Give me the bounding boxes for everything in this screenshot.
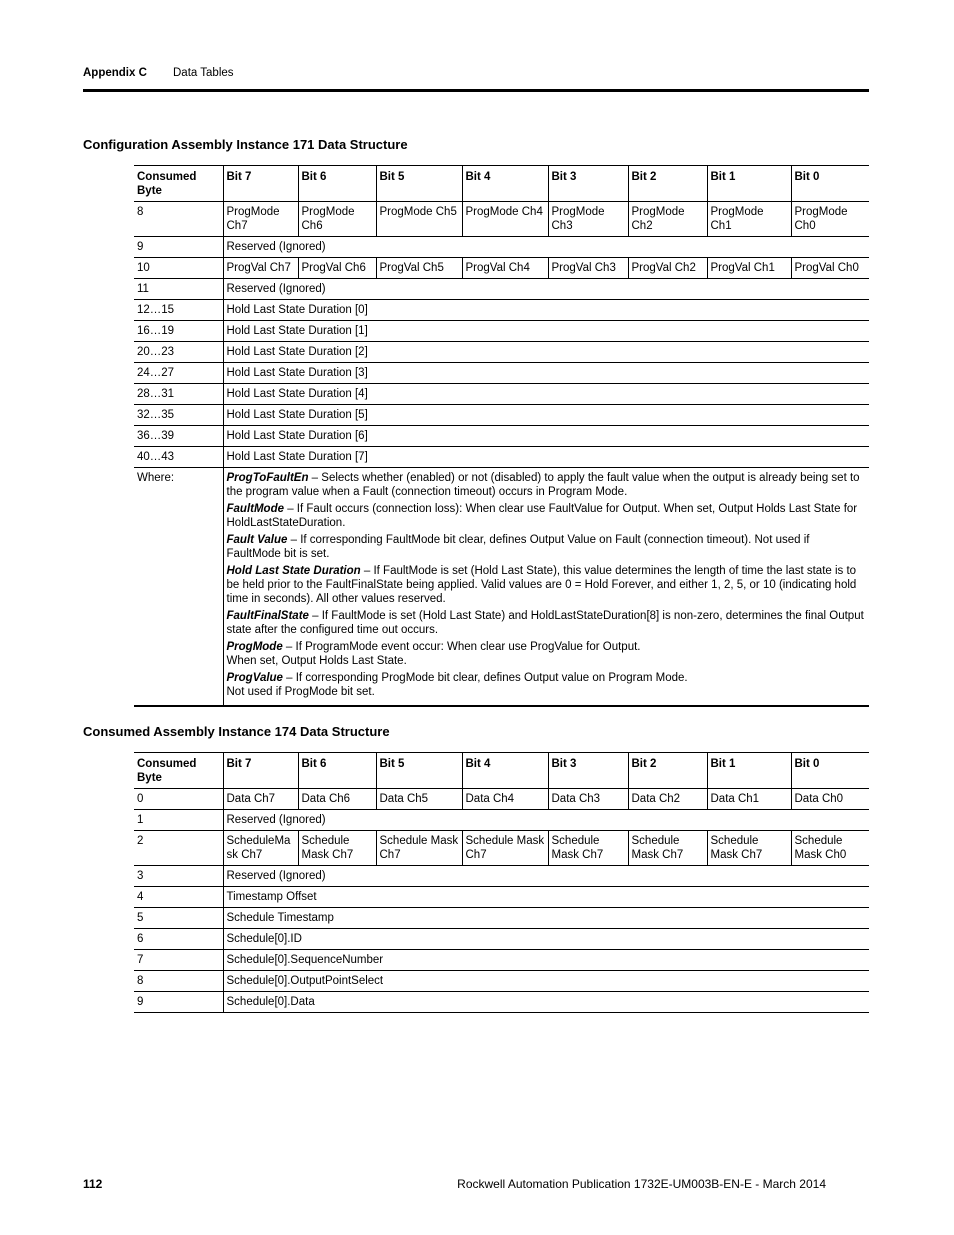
definition-term: ProgToFaultEn — [226, 472, 309, 484]
header-bit-5: Bit 5 — [376, 753, 462, 789]
bit-cell: ProgMode Ch2 — [628, 202, 707, 237]
table-row — [134, 384, 869, 405]
header-bit-1: Bit 1 — [707, 753, 791, 789]
table-row — [134, 202, 869, 237]
bit-cell: ProgMode Ch1 — [707, 202, 791, 237]
bit-cell: Schedule Mask Ch7 — [707, 831, 791, 866]
header-bit-5: Bit 5 — [376, 166, 462, 202]
bit-cell: ProgMode Ch0 — [791, 202, 869, 237]
field-cell: Hold Last State Duration [3] — [223, 363, 869, 384]
header-rule — [83, 89, 869, 92]
bit-cell: ProgVal Ch3 — [548, 258, 628, 279]
definition-term: Hold Last State Duration — [226, 565, 361, 577]
table-row — [134, 831, 869, 866]
definition-text: – If Fault occurs (connection loss): When clear use FaultValue for Output. When set, Output Holds Last State for HoldLastStateDuration. — [226, 503, 858, 529]
table-row — [134, 810, 869, 831]
bit-cell: ProgVal Ch0 — [791, 258, 869, 279]
table-row — [134, 929, 869, 950]
page-number: 112 — [83, 1177, 103, 1191]
field-cell: Hold Last State Duration [4] — [223, 384, 869, 405]
byte-cell: 7 — [134, 950, 223, 971]
field-cell: Reserved (Ignored) — [223, 279, 869, 300]
byte-cell: 36…39 — [134, 426, 223, 447]
table-row — [134, 992, 869, 1013]
bit-cell: ProgMode Ch5 — [376, 202, 462, 237]
bit-cell: Data Ch5 — [376, 789, 462, 810]
header-consumed-byte: Consumed Byte — [134, 166, 223, 202]
bit-cell: ProgVal Ch5 — [376, 258, 462, 279]
byte-cell: 10 — [134, 258, 223, 279]
definition-term: ProgMode — [226, 641, 283, 653]
bit-cell: Schedule Mask Ch7 — [628, 831, 707, 866]
field-cell: Hold Last State Duration [2] — [223, 342, 869, 363]
field-cell: Hold Last State Duration [7] — [223, 447, 869, 468]
bit-cell: ProgVal Ch2 — [628, 258, 707, 279]
byte-cell: 20…23 — [134, 342, 223, 363]
header-bit-6: Bit 6 — [298, 753, 376, 789]
bit-cell: ScheduleMa sk Ch7 — [223, 831, 298, 866]
table-row — [134, 405, 869, 426]
header-bit-1: Bit 1 — [707, 166, 791, 202]
definition — [227, 640, 867, 668]
table-row — [134, 950, 869, 971]
bit-cell: Data Ch6 — [298, 789, 376, 810]
bit-cell: Schedule Mask Ch0 — [791, 831, 869, 866]
header-bit-7: Bit 7 — [223, 753, 298, 789]
bit-cell: ProgMode Ch6 — [298, 202, 376, 237]
definition-text: – If ProgramMode event occur: When clear use ProgValue for Output. — [282, 641, 641, 653]
field-cell: Schedule[0].OutputPointSelect — [223, 971, 869, 992]
table-174-title: Consumed Assembly Instance 174 Data Structure — [83, 724, 390, 739]
header-bit-3: Bit 3 — [548, 753, 628, 789]
field-cell: Reserved (Ignored) — [223, 810, 869, 831]
definition-term: FaultMode — [226, 503, 284, 515]
definition — [227, 564, 867, 606]
byte-cell: 2 — [134, 831, 223, 866]
definition — [227, 609, 867, 637]
byte-cell: 3 — [134, 866, 223, 887]
bit-cell: ProgVal Ch4 — [462, 258, 548, 279]
definition-text: – Selects whether (enabled) or not (disabled) to apply the fault value when the output is already being set to the program value when a Fault (connection timeout) occurs in Program Mode. — [226, 472, 860, 498]
definition-term: ProgValue — [226, 672, 283, 684]
table-row — [134, 789, 869, 810]
header-bit-6: Bit 6 — [298, 166, 376, 202]
field-cell: Hold Last State Duration [0] — [223, 300, 869, 321]
byte-cell: 1 — [134, 810, 223, 831]
table-row — [134, 971, 869, 992]
definition-text: – If FaultMode is set (Hold Last State) and HoldLastStateDuration[8] is non-zero, determines the final Output state after the configured time out occurs. — [226, 610, 864, 636]
header-bit-4: Bit 4 — [462, 753, 548, 789]
running-header — [83, 67, 234, 79]
field-cell: Schedule[0].ID — [223, 929, 869, 950]
header-consumed-byte: Consumed Byte — [134, 753, 223, 789]
header-bit-3: Bit 3 — [548, 166, 628, 202]
bit-cell: Data Ch4 — [462, 789, 548, 810]
definition — [227, 671, 867, 699]
where-row — [134, 468, 869, 707]
field-cell: Timestamp Offset — [223, 887, 869, 908]
table-row — [134, 887, 869, 908]
byte-cell: 9 — [134, 237, 223, 258]
byte-cell: 8 — [134, 971, 223, 992]
table-row — [134, 866, 869, 887]
definition — [227, 502, 867, 530]
definition-text-cont: Not used if ProgMode bit set. — [226, 686, 375, 698]
field-cell: Hold Last State Duration [5] — [223, 405, 869, 426]
header-bit-4: Bit 4 — [462, 166, 548, 202]
table-row — [134, 908, 869, 929]
bit-cell: Schedule Mask Ch7 — [548, 831, 628, 866]
table-row — [134, 258, 869, 279]
header-bit-2: Bit 2 — [628, 753, 707, 789]
byte-cell: 28…31 — [134, 384, 223, 405]
table-row — [134, 300, 869, 321]
where-label: Where: — [134, 468, 223, 707]
publication-info: Rockwell Automation Publication 1732E-UM003B-EN-E - March 2014 — [457, 1177, 826, 1191]
byte-cell: 9 — [134, 992, 223, 1013]
field-cell: Hold Last State Duration [6] — [223, 426, 869, 447]
byte-cell: 32…35 — [134, 405, 223, 426]
definition — [227, 471, 867, 499]
table-header-row — [134, 753, 869, 789]
table-row — [134, 342, 869, 363]
byte-cell: 12…15 — [134, 300, 223, 321]
table-row — [134, 363, 869, 384]
bit-cell: ProgVal Ch7 — [223, 258, 298, 279]
bit-cell: Data Ch2 — [628, 789, 707, 810]
byte-cell: 4 — [134, 887, 223, 908]
bit-cell: ProgMode Ch7 — [223, 202, 298, 237]
section-label: Data Tables — [173, 67, 234, 79]
appendix-label: Appendix C — [83, 67, 147, 79]
definition-text: – If corresponding ProgMode bit clear, defines Output value on Program Mode. — [282, 672, 688, 684]
byte-cell: 0 — [134, 789, 223, 810]
bit-cell: Data Ch0 — [791, 789, 869, 810]
bit-cell: Schedule Mask Ch7 — [376, 831, 462, 866]
byte-cell: 16…19 — [134, 321, 223, 342]
definition-text: – If corresponding FaultMode bit clear, defines Output Value on Fault (connection timeout). Not used if FaultMode bit is set. — [226, 534, 810, 560]
header-bit-7: Bit 7 — [223, 166, 298, 202]
table-row — [134, 279, 869, 300]
byte-cell: 8 — [134, 202, 223, 237]
field-cell: Schedule Timestamp — [223, 908, 869, 929]
bit-cell: ProgVal Ch1 — [707, 258, 791, 279]
table-row — [134, 237, 869, 258]
table-header-row — [134, 166, 869, 202]
field-cell: Reserved (Ignored) — [223, 237, 869, 258]
field-cell: Schedule[0].SequenceNumber — [223, 950, 869, 971]
field-cell: Reserved (Ignored) — [223, 866, 869, 887]
definition-text-cont: When set, Output Holds Last State. — [226, 655, 407, 667]
definition-term: Fault Value — [226, 534, 288, 546]
header-bit-0: Bit 0 — [791, 166, 869, 202]
definitions-cell — [223, 468, 869, 707]
byte-cell: 6 — [134, 929, 223, 950]
definition-text: – If FaultMode is set (Hold Last State), this value determines the length of time the last state is to be held prior to the FaultFinalState being applied. Valid values are 0 = Hold Forever, and either 1, 2, 5, or 10 (indicating hold time in seconds). All other values reserved. — [226, 565, 857, 605]
bit-cell: Schedule Mask Ch7 — [462, 831, 548, 866]
header-bit-0: Bit 0 — [791, 753, 869, 789]
table-row — [134, 447, 869, 468]
bit-cell: ProgMode Ch3 — [548, 202, 628, 237]
bit-cell: ProgMode Ch4 — [462, 202, 548, 237]
table-row — [134, 321, 869, 342]
bit-cell: Data Ch1 — [707, 789, 791, 810]
bit-cell: ProgVal Ch6 — [298, 258, 376, 279]
field-cell: Hold Last State Duration [1] — [223, 321, 869, 342]
field-cell: Schedule[0].Data — [223, 992, 869, 1013]
bit-cell: Schedule Mask Ch7 — [298, 831, 376, 866]
byte-cell: 11 — [134, 279, 223, 300]
byte-cell: 5 — [134, 908, 223, 929]
table-171-title: Configuration Assembly Instance 171 Data Structure — [83, 137, 408, 152]
byte-cell: 24…27 — [134, 363, 223, 384]
header-bit-2: Bit 2 — [628, 166, 707, 202]
config-assembly-171-table — [134, 165, 869, 707]
definition-term: FaultFinalState — [226, 610, 309, 622]
definition — [227, 533, 867, 561]
bit-cell: Data Ch3 — [548, 789, 628, 810]
bit-cell: Data Ch7 — [223, 789, 298, 810]
byte-cell: 40…43 — [134, 447, 223, 468]
consumed-assembly-174-table — [134, 752, 869, 1013]
table-row — [134, 426, 869, 447]
